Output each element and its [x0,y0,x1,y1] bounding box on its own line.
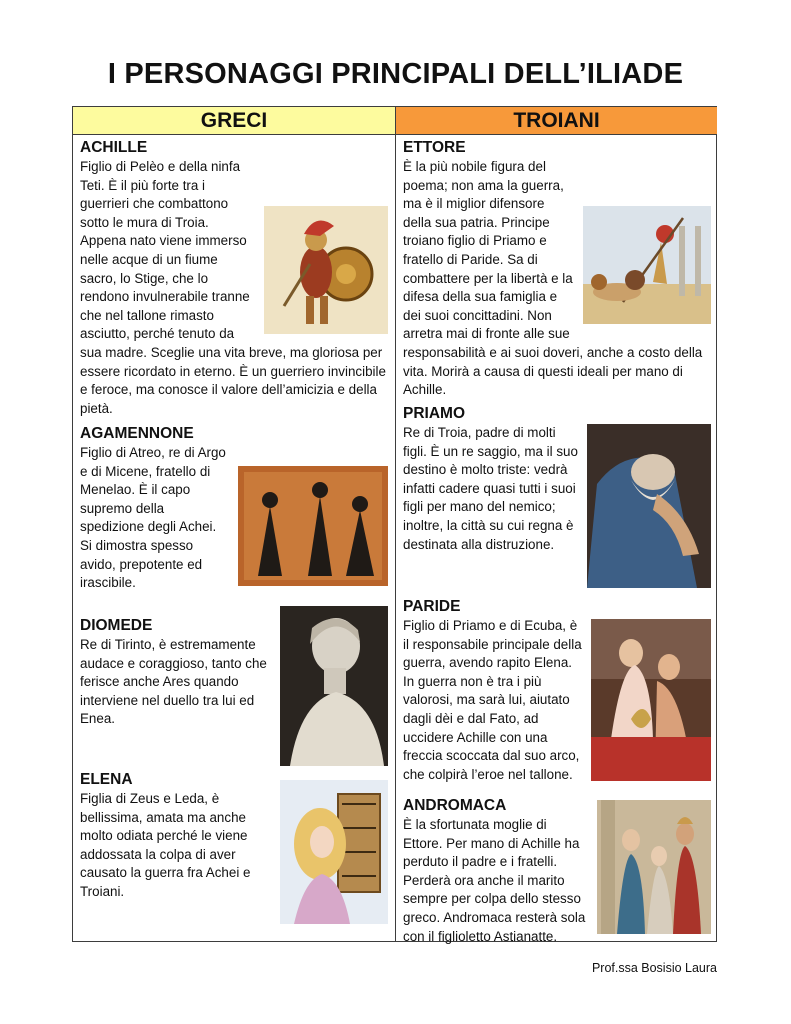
andromaca-heading: ANDROMACA [403,797,507,814]
agamennone-heading: AGAMENNONE [80,425,194,442]
section-priamo [403,404,711,592]
paride-heading: PARIDE [403,598,461,615]
priamo-text: Re di Troia, padre di molti figli. È un re saggio, ma il suo destino è molto triste: vedrà infatti cadere quasi tutti i suoi figli per mano del nemico; inoltre, la città su cui regna è destinata alla distruzione. [403,425,578,552]
header-greci: GRECI [73,107,396,135]
paride-text: Figlio di Priamo e di Ecuba, è il responsabile principale della guerra, avendo rapito Elena. In guerra non è tra i più valorosi, ma sarà lui, aiutato dagli dèi e dal Fato, ad uccidere Achille con una freccia scoccata dal suo arco, che colpirà l’eroe nel tallone. [403,618,582,782]
page-title: I PERSONAGGI PRINCIPALI DELL’ILIADE [107,58,684,90]
diomede-heading: DIOMEDE [80,617,153,634]
section-achille [80,138,388,418]
ettore-text: È la più nobile figura del poema; non ama la guerra, ma è il miglior difensore della sua patria. Principe troiano figlio di Priamo e fratello di Paride. Sa di combattere per la libertà e la difesa della sua famiglia e dei suoi concittadini. Non arretra mai di fronte alle sue responsabilità e ai suoi doveri, anche a costo della vita. Morirà a causa di questi ideali per mano di Achille. [403,159,703,398]
section-elena [80,770,388,928]
andromaca-image [597,800,711,934]
section-ettore [403,138,711,400]
characters-table [72,106,717,942]
section-agamennone [80,424,388,593]
elena-text: Figlia di Zeus e Leda, è bellissima, amata ma anche molto odiata perché le viene addossata la colpa di aver causato la guerra fra Achei e Troiani. [80,791,251,899]
paride-image [591,619,711,781]
agamennone-text: Figlio di Atreo, re di Argo e di Micene, fratello di Menelao. È il capo supremo della spedizione degli Achei. Si dimostra spesso avido, prepotente ed irascibile. [80,445,226,591]
priamo-heading: PRIAMO [403,405,465,422]
diomede-image [280,606,388,766]
header-troiani: TROIANI [396,107,717,135]
achille-image [264,206,388,334]
column-divider [395,135,396,941]
elena-heading: ELENA [80,771,133,788]
section-paride [403,597,711,785]
diomede-text: Re di Tirinto, è estremamente audace e coraggioso, tanto che ferisce anche Ares quando interviene nel duello tra lui ed Enea. [80,637,267,727]
section-diomede [80,616,388,770]
achille-heading: ACHILLE [80,139,148,156]
achille-text: Figlio di Pelèo e della ninfa Teti. È il più forte tra i guerrieri che combattono sotto le mura di Troia. Appena nato viene immerso nelle acque di un fiume sacro, lo Stige, che lo rendono invulnerabile tranne che nel tallone rimasto asciutto, perché tenuto da sua madre. Sceglie una vita breve, ma gloriosa per essere ricordato in eterno. È un guerriero invincibile e feroce, ma conosce il valore dell’amicizia e della pietà. [80,159,386,416]
elena-image [280,780,388,924]
footer-author: Prof.ssa Bosisio Laura [591,961,717,975]
ettore-image [583,206,711,324]
andromaca-text: È la sfortunata moglie di Ettore. Per mano di Achille ha perduto il padre e i fratelli. Perderà ora anche il marito sempre per colpa dello stesso greco. Andromaca resterà sola con il figlioletto Astianatte. [403,817,586,944]
section-andromaca [403,796,711,946]
agamennone-image [238,466,388,586]
priamo-image [587,424,711,588]
ettore-heading: ETTORE [403,139,466,156]
